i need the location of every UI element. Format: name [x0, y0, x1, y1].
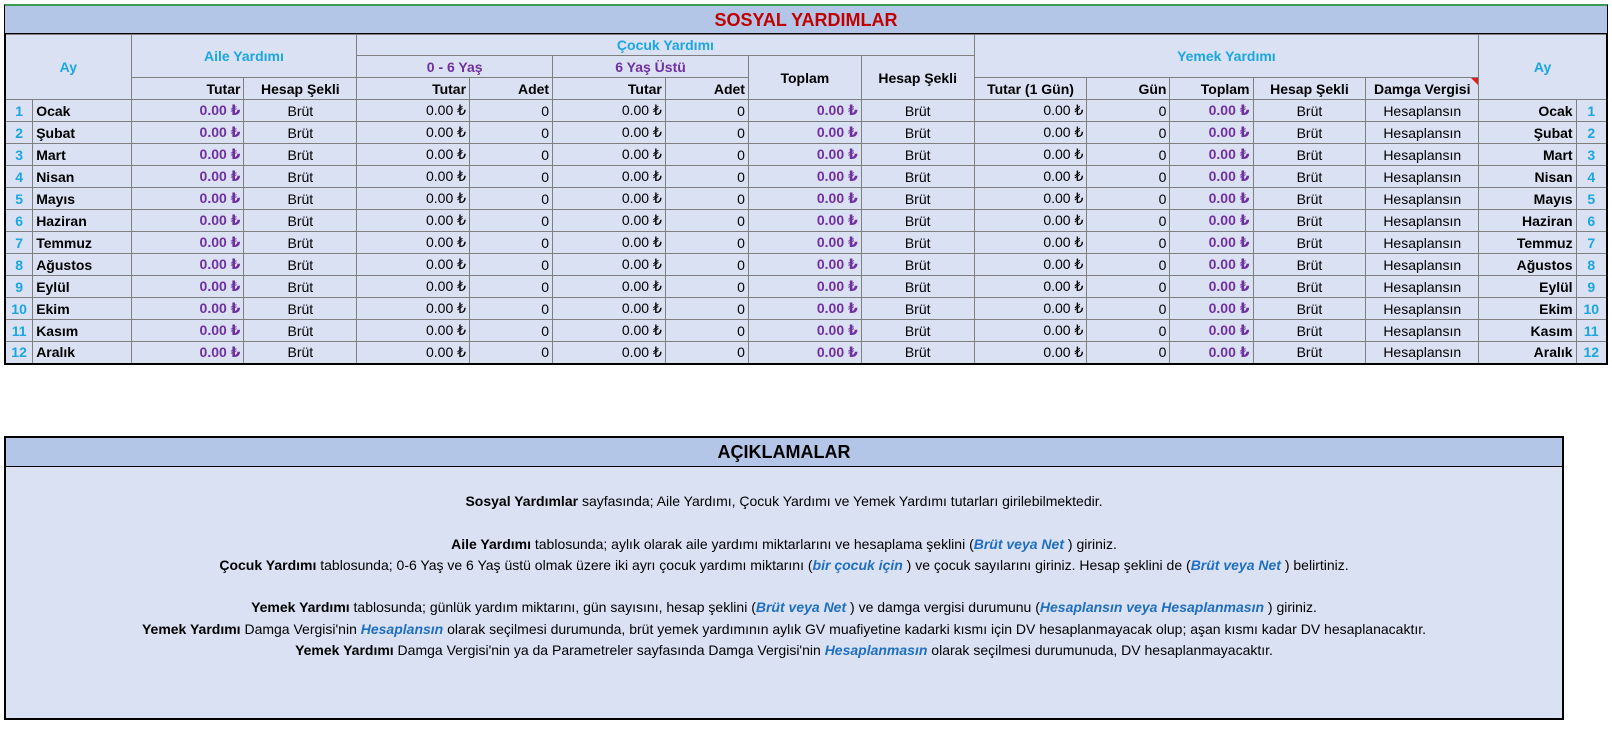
month-name-right[interactable]: Ekim [1479, 298, 1576, 320]
note-emphasis: Brüt veya Net [1190, 556, 1281, 573]
cocuk-toplam-cell[interactable]: 0.00 ₺ [748, 232, 861, 254]
yemek-gun-cell[interactable]: 0 [1087, 342, 1170, 364]
c6p-adet-cell[interactable]: 0 [665, 188, 748, 210]
note-text: tablosunda; aylık olarak aile yardımı miktarlarını ve hesaplama şeklini ( [530, 535, 974, 552]
month-name[interactable]: Temmuz [33, 232, 131, 254]
c6p-adet-cell[interactable]: 0 [665, 100, 748, 122]
sheet-title[interactable]: SOSYAL YARDIMLAR [4, 4, 1608, 34]
row-number[interactable]: 5 [5, 188, 33, 210]
aile-tutar-cell[interactable]: 0.00 ₺ [131, 210, 244, 232]
yemek-gun-cell[interactable]: 0 [1087, 188, 1170, 210]
c6p-adet-cell[interactable]: 0 [665, 254, 748, 276]
month-name[interactable]: Kasım [33, 320, 131, 342]
table-row [5, 188, 1607, 210]
header-cocuk-toplam: Toplam [748, 56, 861, 100]
c06-adet-cell[interactable]: 0 [470, 188, 553, 210]
header-yemek-hesap-sekli: Hesap Şekli [1253, 78, 1366, 100]
c06-tutar-cell[interactable]: 0.00 ₺ [357, 276, 470, 298]
cocuk-hesap-cell[interactable]: Brüt [861, 144, 974, 166]
month-name[interactable]: Ağustos [33, 254, 131, 276]
c6p-tutar-cell[interactable]: 0.00 ₺ [553, 276, 666, 298]
month-name-right[interactable]: Nisan [1479, 166, 1576, 188]
c6p-tutar-cell[interactable]: 0.00 ₺ [553, 320, 666, 342]
c06-tutar-cell[interactable]: 0.00 ₺ [357, 254, 470, 276]
c06-adet-cell[interactable]: 0 [470, 320, 553, 342]
yemek-tutar-cell[interactable]: 0.00 ₺ [974, 122, 1087, 144]
cocuk-toplam-cell[interactable]: 0.00 ₺ [748, 166, 861, 188]
header-c6p-adet: Adet [665, 78, 748, 100]
note-line [6, 555, 1562, 576]
yemek-damga-cell[interactable]: Hesaplansın [1366, 342, 1479, 364]
cocuk-hesap-cell[interactable]: Brüt [861, 298, 974, 320]
header-yemek-tutar-1gun: Tutar (1 Gün) [974, 78, 1087, 100]
c6p-tutar-cell[interactable]: 0.00 ₺ [553, 122, 666, 144]
month-name[interactable]: Aralık [33, 342, 131, 364]
aile-tutar-cell[interactable]: 0.00 ₺ [131, 100, 244, 122]
row-number-right[interactable]: 4 [1576, 166, 1607, 188]
c06-tutar-cell[interactable]: 0.00 ₺ [357, 166, 470, 188]
note-text: ) giriniz. [1064, 535, 1117, 552]
yemek-hesap-cell[interactable]: Brüt [1253, 232, 1366, 254]
yemek-hesap-cell[interactable]: Brüt [1253, 276, 1366, 298]
notes-body [6, 467, 1562, 661]
row-number[interactable]: 8 [5, 254, 33, 276]
c06-adet-cell[interactable]: 0 [470, 232, 553, 254]
note-line [6, 534, 1562, 555]
c6p-tutar-cell[interactable]: 0.00 ₺ [553, 342, 666, 364]
c6p-tutar-cell[interactable]: 0.00 ₺ [553, 232, 666, 254]
header-age-0-6: 0 - 6 Yaş [357, 56, 553, 78]
yemek-damga-cell[interactable]: Hesaplansın [1366, 210, 1479, 232]
aile-hesap-cell[interactable]: Brüt [244, 122, 357, 144]
yemek-hesap-cell[interactable]: Brüt [1253, 144, 1366, 166]
c6p-adet-cell[interactable]: 0 [665, 232, 748, 254]
cocuk-toplam-cell[interactable]: 0.00 ₺ [748, 122, 861, 144]
yemek-tutar-cell[interactable]: 0.00 ₺ [974, 342, 1087, 364]
cocuk-hesap-cell[interactable]: Brüt [861, 232, 974, 254]
table-row [5, 166, 1607, 188]
cocuk-hesap-cell[interactable]: Brüt [861, 342, 974, 364]
note-emphasis: Sosyal Yardımlar [465, 493, 579, 509]
month-name-right[interactable]: Kasım [1479, 320, 1576, 342]
aile-tutar-cell[interactable]: 0.00 ₺ [131, 342, 244, 364]
row-number[interactable]: 12 [5, 342, 33, 364]
yemek-tutar-cell[interactable]: 0.00 ₺ [974, 320, 1087, 342]
yemek-gun-cell[interactable]: 0 [1087, 320, 1170, 342]
c06-tutar-cell[interactable]: 0.00 ₺ [357, 100, 470, 122]
month-name[interactable]: Şubat [33, 122, 131, 144]
c06-tutar-cell[interactable]: 0.00 ₺ [357, 320, 470, 342]
cocuk-hesap-cell[interactable]: Brüt [861, 210, 974, 232]
yemek-tutar-cell[interactable]: 0.00 ₺ [974, 210, 1087, 232]
note-line [6, 491, 1562, 512]
note-emphasis: Brüt veya Net [973, 535, 1064, 552]
yemek-gun-cell[interactable]: 0 [1087, 298, 1170, 320]
note-text: ) giriniz. [1264, 599, 1317, 616]
row-number-right[interactable]: 6 [1576, 210, 1607, 232]
header-aile-tutar: Tutar [131, 78, 244, 100]
cocuk-hesap-cell[interactable]: Brüt [861, 122, 974, 144]
c06-tutar-cell[interactable]: 0.00 ₺ [357, 298, 470, 320]
cocuk-hesap-cell[interactable]: Brüt [861, 100, 974, 122]
yemek-tutar-cell[interactable]: 0.00 ₺ [974, 254, 1087, 276]
header-damga-vergisi: Damga Vergisi [1366, 78, 1479, 100]
header-c6p-tutar: Tutar [553, 78, 666, 100]
cocuk-hesap-cell[interactable]: Brüt [861, 254, 974, 276]
month-name-right[interactable]: Eylül [1479, 276, 1576, 298]
table-row [5, 342, 1607, 364]
yemek-tutar-cell[interactable]: 0.00 ₺ [974, 298, 1087, 320]
yemek-toplam-cell[interactable]: 0.00 ₺ [1170, 166, 1253, 188]
aile-tutar-cell[interactable]: 0.00 ₺ [131, 298, 244, 320]
yemek-tutar-cell[interactable]: 0.00 ₺ [974, 188, 1087, 210]
note-text: ) ve damga vergisi durumunu ( [846, 599, 1040, 616]
c06-tutar-cell[interactable]: 0.00 ₺ [357, 144, 470, 166]
c6p-adet-cell[interactable]: 0 [665, 320, 748, 342]
note-text: ) ve çocuk sayılarını giriniz. Hesap şeklini de ( [902, 556, 1191, 573]
yemek-tutar-cell[interactable]: 0.00 ₺ [974, 276, 1087, 298]
note-text: olarak seçilmesi durumunuda, DV hesaplanmayacaktır. [927, 642, 1273, 659]
aile-hesap-cell[interactable]: Brüt [244, 254, 357, 276]
month-name[interactable]: Haziran [33, 210, 131, 232]
aile-tutar-cell[interactable]: 0.00 ₺ [131, 232, 244, 254]
cocuk-toplam-cell[interactable]: 0.00 ₺ [748, 342, 861, 364]
aile-hesap-cell[interactable]: Brüt [244, 188, 357, 210]
note-emphasis: Yemek Yardımı [251, 599, 350, 616]
cocuk-toplam-cell[interactable]: 0.00 ₺ [748, 188, 861, 210]
aile-tutar-cell[interactable]: 0.00 ₺ [131, 122, 244, 144]
yemek-toplam-cell[interactable]: 0.00 ₺ [1170, 298, 1253, 320]
yemek-gun-cell[interactable]: 0 [1087, 254, 1170, 276]
c6p-tutar-cell[interactable]: 0.00 ₺ [553, 298, 666, 320]
aile-hesap-cell[interactable]: Brüt [244, 232, 357, 254]
note-emphasis: Yemek Yardımı [295, 642, 394, 659]
table-row [5, 122, 1607, 144]
note-text: ) belirtiniz. [1280, 556, 1349, 573]
c06-adet-cell[interactable]: 0 [470, 276, 553, 298]
cocuk-toplam-cell[interactable]: 0.00 ₺ [748, 254, 861, 276]
month-name-right[interactable]: Temmuz [1479, 232, 1576, 254]
yemek-damga-cell[interactable]: Hesaplansın [1366, 100, 1479, 122]
c06-adet-cell[interactable]: 0 [470, 100, 553, 122]
note-emphasis: Yemek Yardımı [141, 620, 241, 637]
row-number[interactable]: 3 [5, 144, 33, 166]
aile-tutar-cell[interactable]: 0.00 ₺ [131, 254, 244, 276]
cocuk-toplam-cell[interactable]: 0.00 ₺ [748, 320, 861, 342]
aile-hesap-cell[interactable]: Brüt [244, 166, 357, 188]
yemek-toplam-cell[interactable]: 0.00 ₺ [1170, 232, 1253, 254]
month-name[interactable]: Nisan [33, 166, 131, 188]
yemek-damga-cell[interactable]: Hesaplansın [1366, 320, 1479, 342]
month-name-right[interactable]: Ağustos [1479, 254, 1576, 276]
c6p-tutar-cell[interactable]: 0.00 ₺ [553, 254, 666, 276]
row-number[interactable]: 2 [5, 122, 33, 144]
yemek-tutar-cell[interactable]: 0.00 ₺ [974, 232, 1087, 254]
header-yemek-toplam: Toplam [1170, 78, 1253, 100]
yemek-toplam-cell[interactable]: 0.00 ₺ [1170, 188, 1253, 210]
month-name[interactable]: Eylül [33, 276, 131, 298]
yemek-gun-cell[interactable]: 0 [1087, 100, 1170, 122]
aile-hesap-cell[interactable]: Brüt [244, 100, 357, 122]
yemek-gun-cell[interactable]: 0 [1087, 122, 1170, 144]
yemek-damga-cell[interactable]: Hesaplansın [1366, 298, 1479, 320]
row-number-right[interactable]: 11 [1576, 320, 1607, 342]
note-emphasis: Çocuk Yardımı [219, 556, 317, 573]
yemek-toplam-cell[interactable]: 0.00 ₺ [1170, 276, 1253, 298]
c06-adet-cell[interactable]: 0 [470, 342, 553, 364]
header-cocuk-yardimi: Çocuk Yardımı [357, 35, 974, 56]
notes-panel [4, 436, 1564, 720]
note-line [6, 619, 1562, 640]
yemek-damga-cell[interactable]: Hesaplansın [1366, 166, 1479, 188]
c6p-tutar-cell[interactable]: 0.00 ₺ [553, 100, 666, 122]
yemek-damga-cell[interactable]: Hesaplansın [1366, 254, 1479, 276]
c6p-tutar-cell[interactable]: 0.00 ₺ [553, 188, 666, 210]
yemek-damga-cell[interactable]: Hesaplansın [1366, 122, 1479, 144]
cocuk-toplam-cell[interactable]: 0.00 ₺ [748, 100, 861, 122]
c6p-adet-cell[interactable]: 0 [665, 276, 748, 298]
yemek-toplam-cell[interactable]: 0.00 ₺ [1170, 122, 1253, 144]
c06-tutar-cell[interactable]: 0.00 ₺ [357, 210, 470, 232]
note-emphasis: bir çocuk için [812, 556, 903, 573]
row-number-right[interactable]: 7 [1576, 232, 1607, 254]
header-yemek-yardimi: Yemek Yardımı [974, 35, 1479, 78]
note-line [6, 640, 1562, 661]
row-number-right[interactable]: 2 [1576, 122, 1607, 144]
yemek-gun-cell[interactable]: 0 [1087, 166, 1170, 188]
yemek-hesap-cell[interactable]: Brüt [1253, 210, 1366, 232]
aile-tutar-cell[interactable]: 0.00 ₺ [131, 320, 244, 342]
yemek-hesap-cell[interactable]: Brüt [1253, 298, 1366, 320]
header-ay-right: Ay [1479, 35, 1607, 100]
c6p-tutar-cell[interactable]: 0.00 ₺ [553, 210, 666, 232]
note-emphasis: Hesaplanmasın [824, 642, 928, 659]
yemek-toplam-cell[interactable]: 0.00 ₺ [1170, 100, 1253, 122]
social-aid-table [4, 34, 1608, 365]
note-text: Damga Vergisi'nin ya da Parametreler sayfasında Damga Vergisi'nin [393, 642, 825, 659]
yemek-gun-cell[interactable]: 0 [1087, 232, 1170, 254]
c6p-adet-cell[interactable]: 0 [665, 144, 748, 166]
aile-hesap-cell[interactable]: Brüt [244, 298, 357, 320]
row-number-right[interactable]: 9 [1576, 276, 1607, 298]
yemek-hesap-cell[interactable]: Brüt [1253, 342, 1366, 364]
note-emphasis: Hesaplansın veya Hesaplanmasın [1039, 599, 1265, 616]
row-number[interactable]: 7 [5, 232, 33, 254]
header-c06-adet: Adet [470, 78, 553, 100]
c06-adet-cell[interactable]: 0 [470, 254, 553, 276]
aile-tutar-cell[interactable]: 0.00 ₺ [131, 276, 244, 298]
row-number-right[interactable]: 3 [1576, 144, 1607, 166]
sheet-area [4, 4, 1608, 365]
header-aile-yardimi: Aile Yardımı [131, 35, 357, 78]
yemek-tutar-cell[interactable]: 0.00 ₺ [974, 166, 1087, 188]
yemek-toplam-cell[interactable]: 0.00 ₺ [1170, 320, 1253, 342]
header-age-6-plus: 6 Yaş Üstü [553, 56, 749, 78]
aile-hesap-cell[interactable]: Brüt [244, 320, 357, 342]
yemek-gun-cell[interactable]: 0 [1087, 276, 1170, 298]
cocuk-toplam-cell[interactable]: 0.00 ₺ [748, 276, 861, 298]
c6p-adet-cell[interactable]: 0 [665, 298, 748, 320]
c06-adet-cell[interactable]: 0 [470, 210, 553, 232]
row-number-right[interactable]: 5 [1576, 188, 1607, 210]
row-number-right[interactable]: 1 [1576, 100, 1607, 122]
cocuk-hesap-cell[interactable]: Brüt [861, 166, 974, 188]
note-text: sayfasında; Aile Yardımı, Çocuk Yardımı ve Yemek Yardımı tutarları girilebilmektedir. [578, 493, 1103, 509]
c6p-adet-cell[interactable]: 0 [665, 166, 748, 188]
month-name-right[interactable]: Haziran [1479, 210, 1576, 232]
c6p-adet-cell[interactable]: 0 [665, 342, 748, 364]
header-c06-tutar: Tutar [357, 78, 470, 100]
month-name[interactable]: Ekim [33, 298, 131, 320]
cocuk-hesap-cell[interactable]: Brüt [861, 276, 974, 298]
header-ay-left: Ay [5, 35, 131, 100]
table-row [5, 298, 1607, 320]
aile-tutar-cell[interactable]: 0.00 ₺ [131, 188, 244, 210]
row-number[interactable]: 1 [5, 100, 33, 122]
note-emphasis: Aile Yardımı [451, 535, 531, 552]
cocuk-hesap-cell[interactable]: Brüt [861, 188, 974, 210]
row-number-right[interactable]: 12 [1576, 342, 1607, 364]
aile-hesap-cell[interactable]: Brüt [244, 342, 357, 364]
month-name-right[interactable]: Mayıs [1479, 188, 1576, 210]
row-number[interactable]: 6 [5, 210, 33, 232]
yemek-hesap-cell[interactable]: Brüt [1253, 166, 1366, 188]
yemek-damga-cell[interactable]: Hesaplansın [1366, 232, 1479, 254]
cocuk-toplam-cell[interactable]: 0.00 ₺ [748, 210, 861, 232]
yemek-tutar-cell[interactable]: 0.00 ₺ [974, 100, 1087, 122]
yemek-hesap-cell[interactable]: Brüt [1253, 254, 1366, 276]
aile-tutar-cell[interactable]: 0.00 ₺ [131, 166, 244, 188]
cocuk-toplam-cell[interactable]: 0.00 ₺ [748, 298, 861, 320]
month-name-right[interactable]: Aralık [1479, 342, 1576, 364]
yemek-toplam-cell[interactable]: 0.00 ₺ [1170, 144, 1253, 166]
table-row [5, 232, 1607, 254]
header-cocuk-hesap-sekli: Hesap Şekli [861, 56, 974, 100]
yemek-damga-cell[interactable]: Hesaplansın [1366, 144, 1479, 166]
c6p-tutar-cell[interactable]: 0.00 ₺ [553, 166, 666, 188]
row-number[interactable]: 9 [5, 276, 33, 298]
c6p-adet-cell[interactable]: 0 [665, 210, 748, 232]
yemek-hesap-cell[interactable]: Brüt [1253, 188, 1366, 210]
yemek-damga-cell[interactable]: Hesaplansın [1366, 188, 1479, 210]
note-line [6, 576, 1562, 597]
row-number[interactable]: 11 [5, 320, 33, 342]
yemek-hesap-cell[interactable]: Brüt [1253, 100, 1366, 122]
note-text: tablosunda; günlük yardım miktarını, gün sayısını, hesap şeklini ( [349, 599, 756, 616]
c6p-adet-cell[interactable]: 0 [665, 122, 748, 144]
aile-hesap-cell[interactable]: Brüt [244, 210, 357, 232]
c06-tutar-cell[interactable]: 0.00 ₺ [357, 342, 470, 364]
yemek-toplam-cell[interactable]: 0.00 ₺ [1170, 342, 1253, 364]
header-aile-hesap-sekli: Hesap Şekli [244, 78, 357, 100]
yemek-gun-cell[interactable]: 0 [1087, 210, 1170, 232]
yemek-toplam-cell[interactable]: 0.00 ₺ [1170, 210, 1253, 232]
cocuk-hesap-cell[interactable]: Brüt [861, 320, 974, 342]
table-row [5, 144, 1607, 166]
c06-adet-cell[interactable]: 0 [470, 144, 553, 166]
yemek-tutar-cell[interactable]: 0.00 ₺ [974, 144, 1087, 166]
c6p-tutar-cell[interactable]: 0.00 ₺ [553, 144, 666, 166]
row-number-right[interactable]: 8 [1576, 254, 1607, 276]
c06-adet-cell[interactable]: 0 [470, 166, 553, 188]
table-row [5, 276, 1607, 298]
row-number-right[interactable]: 10 [1576, 298, 1607, 320]
yemek-toplam-cell[interactable]: 0.00 ₺ [1170, 254, 1253, 276]
note-line [6, 597, 1562, 618]
row-number[interactable]: 4 [5, 166, 33, 188]
table-row [5, 210, 1607, 232]
yemek-damga-cell[interactable]: Hesaplansın [1366, 276, 1479, 298]
c06-tutar-cell[interactable]: 0.00 ₺ [357, 122, 470, 144]
c06-adet-cell[interactable]: 0 [470, 298, 553, 320]
table-row [5, 254, 1607, 276]
yemek-hesap-cell[interactable]: Brüt [1253, 122, 1366, 144]
c06-tutar-cell[interactable]: 0.00 ₺ [357, 232, 470, 254]
aile-tutar-cell[interactable]: 0.00 ₺ [131, 144, 244, 166]
note-text: olarak seçilmesi durumunda, brüt yemek yardımının aylık GV muafiyetine kadarki kısmı için DV hesaplanmayacak olup; aşan kısmı kadar DV hesaplanacaktır. [443, 620, 1427, 637]
month-name[interactable]: Ocak [33, 100, 131, 122]
cocuk-toplam-cell[interactable]: 0.00 ₺ [748, 144, 861, 166]
month-name-right[interactable]: Şubat [1479, 122, 1576, 144]
aile-hesap-cell[interactable]: Brüt [244, 276, 357, 298]
month-name[interactable]: Mayıs [33, 188, 131, 210]
row-number[interactable]: 10 [5, 298, 33, 320]
notes-title: AÇIKLAMALAR [6, 438, 1562, 467]
note-line [6, 512, 1562, 533]
aile-hesap-cell[interactable]: Brüt [244, 144, 357, 166]
yemek-gun-cell[interactable]: 0 [1087, 144, 1170, 166]
yemek-hesap-cell[interactable]: Brüt [1253, 320, 1366, 342]
month-name[interactable]: Mart [33, 144, 131, 166]
table-row [5, 320, 1607, 342]
month-name-right[interactable]: Mart [1479, 144, 1576, 166]
note-emphasis: Brüt veya Net [755, 599, 847, 616]
note-text: tablosunda; 0-6 Yaş ve 6 Yaş üstü olmak üzere iki ayrı çocuk yardımı miktarını ( [316, 556, 813, 573]
c06-adet-cell[interactable]: 0 [470, 122, 553, 144]
table-row [5, 100, 1607, 122]
header-yemek-gun: Gün [1087, 78, 1170, 100]
month-name-right[interactable]: Ocak [1479, 100, 1576, 122]
note-emphasis: Hesaplansın [360, 620, 444, 637]
c06-tutar-cell[interactable]: 0.00 ₺ [357, 188, 470, 210]
note-text: Damga Vergisi'nin [240, 620, 361, 637]
